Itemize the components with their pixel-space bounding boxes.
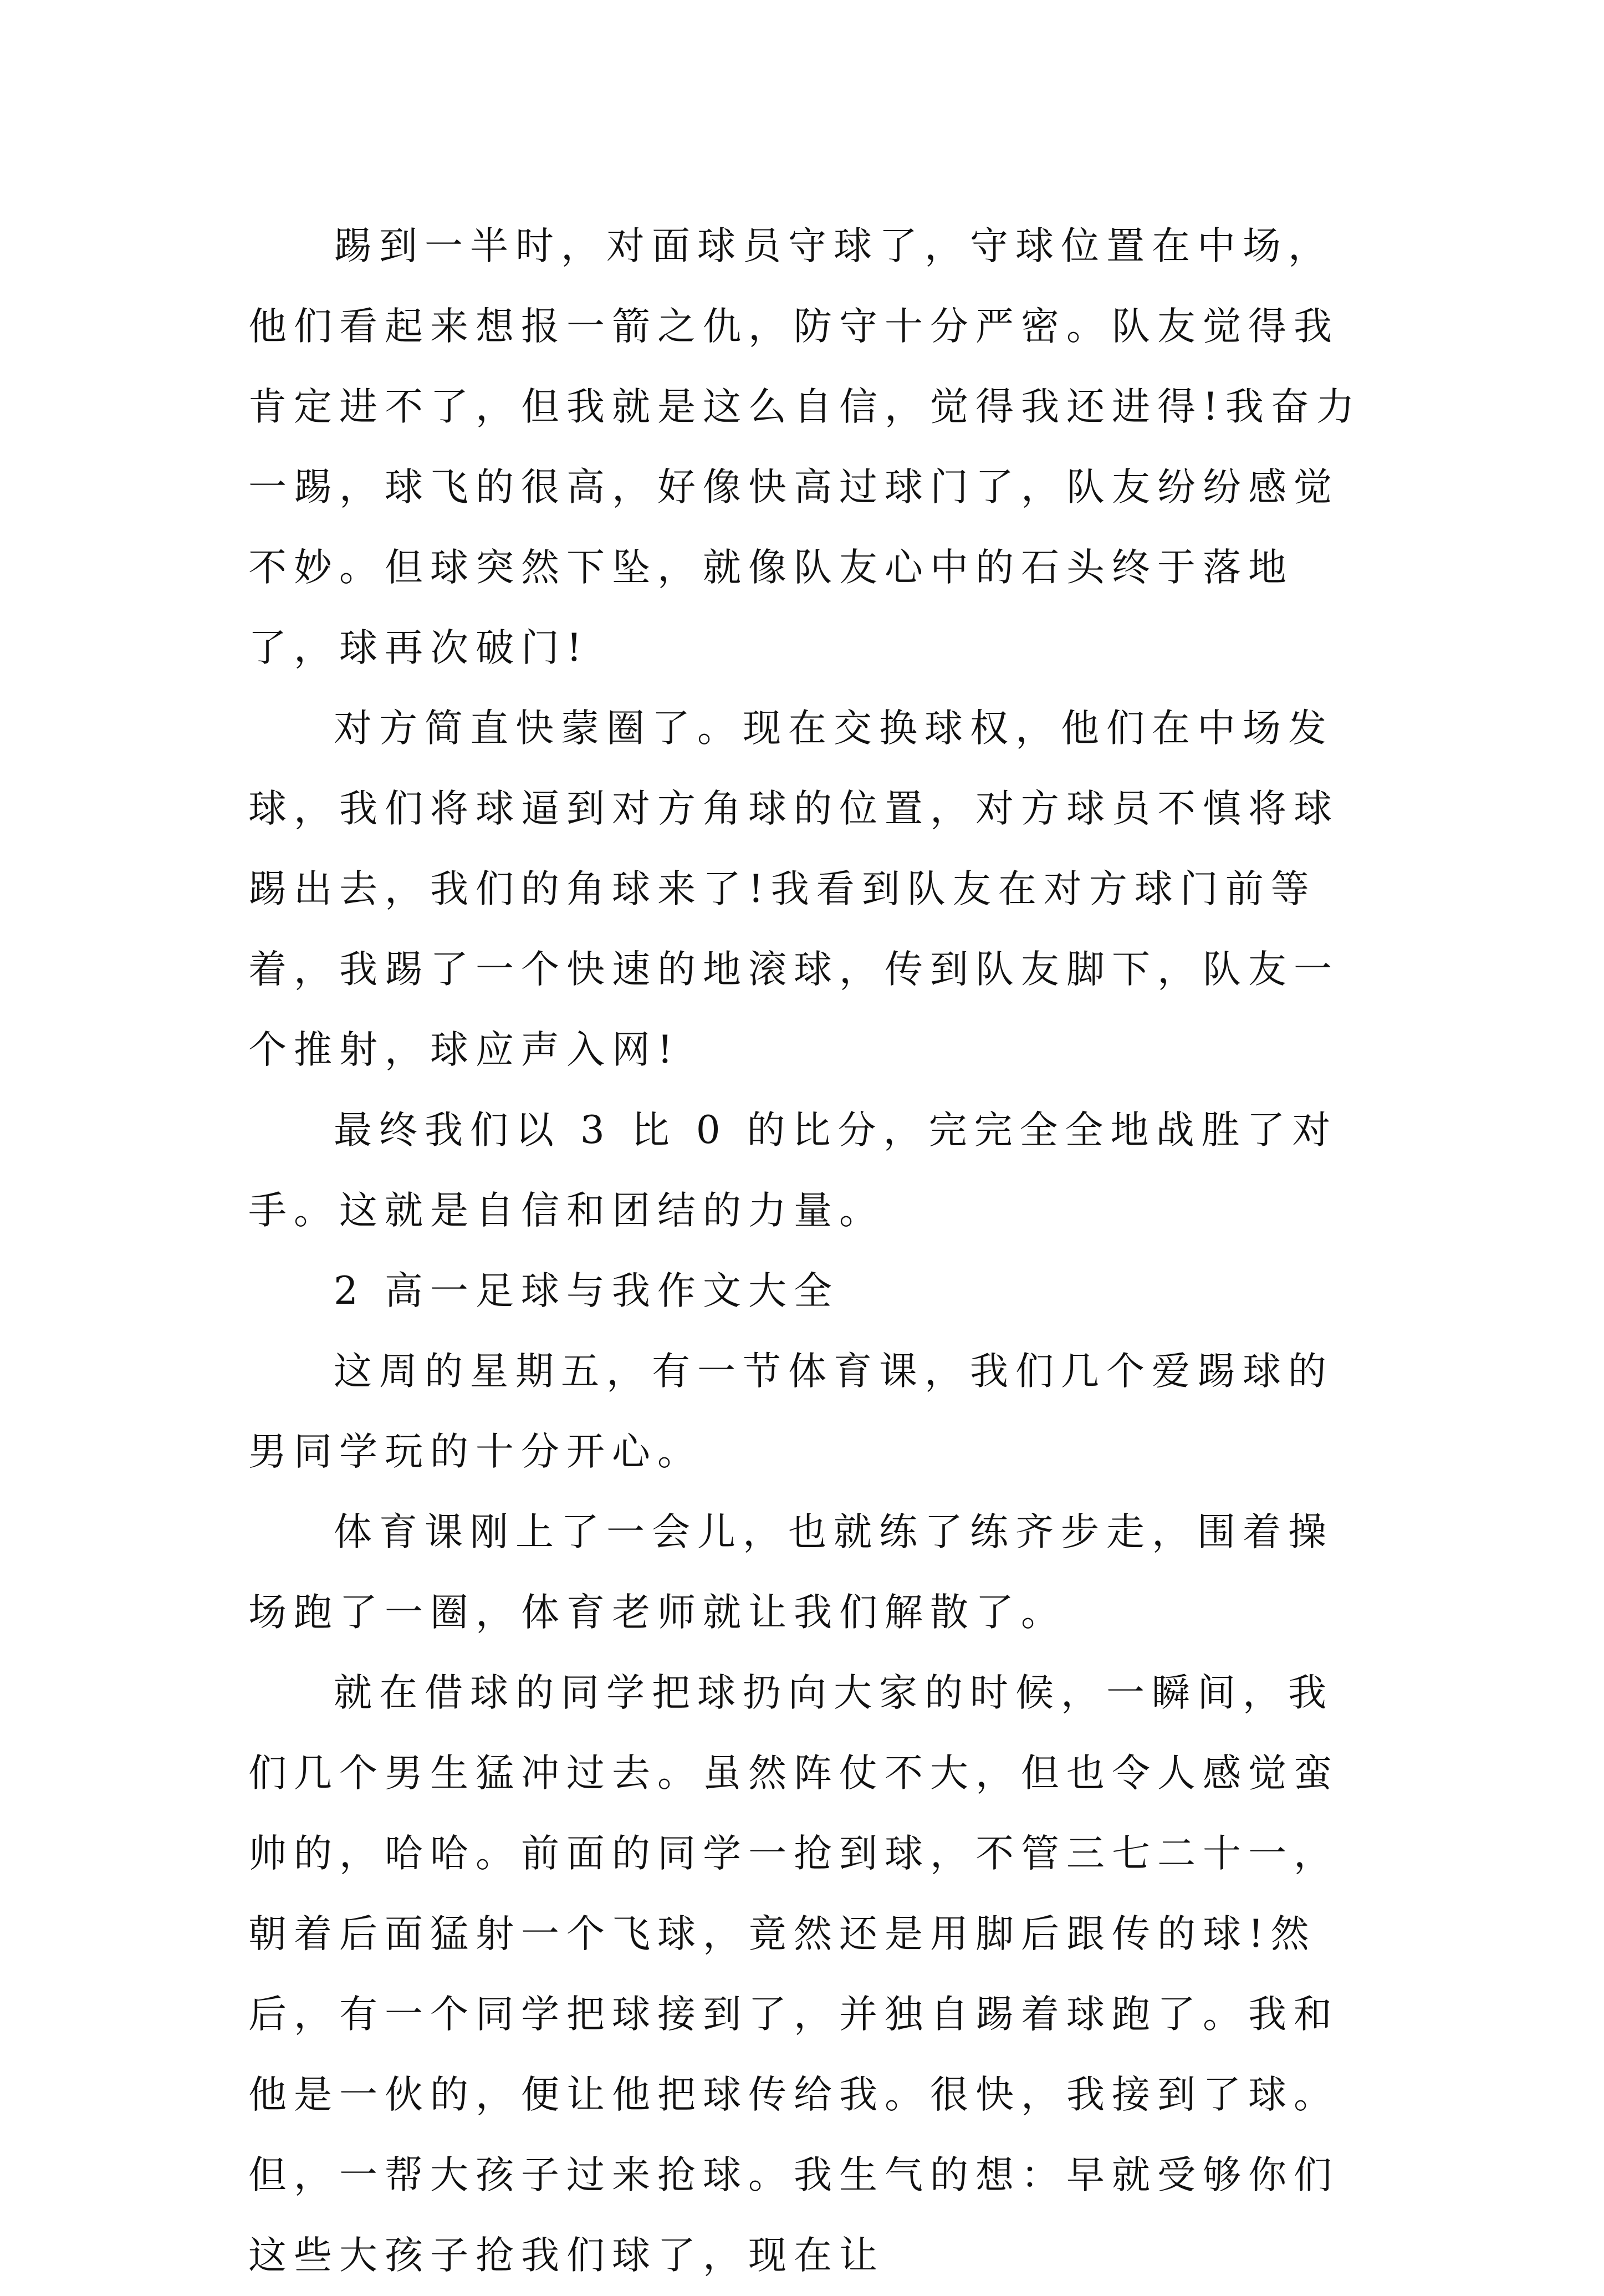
paragraph-5: 体育课刚上了一会儿，也就练了练齐步走，围着操场跑了一圈，体育老师就让我们解散了。 <box>248 1510 1334 1635</box>
paragraph-2: 对方简直快蒙圈了。现在交换球权，他们在中场发球，我们将球逼到对方角球的位置，对方球员不慎将球踢出去，我们的角球来了!我看到队友在对方球门前等着，我踢了一个快速的地滚球，传到队友脚下，队友一个推射，球应声入网! <box>248 706 1339 1072</box>
paragraph-6: 就在借球的同学把球扔向大家的时候，一瞬间，我们几个男生猛冲过去。虽然阵仗不大，但也令人感觉蛮帅的，哈哈。前面的同学一抢到球，不管三七二十一，朝着后面猛射一个飞球，竟然还是用脚后跟传的球!然后，有一个同学把球接到了，并独自踢着球跑了。我和他是一伙的，便让他把球传给我。很快，我接到了球。但，一帮大孩子过来抢球。我生气的想：早就受够你们这些大孩子抢我们球了，现在让 <box>248 1671 1339 2278</box>
paragraph-4: 这周的星期五，有一节体育课，我们几个爱踢球的男同学玩的十分开心。 <box>248 1349 1334 1474</box>
paragraph-3: 最终我们以 3 比 0 的比分，完完全全地战胜了对手。这就是自信和团结的力量。 <box>248 1108 1338 1233</box>
document-body <box>248 206 1373 2296</box>
section-heading: 2 高一足球与我作文大全 <box>334 1269 839 1313</box>
paragraph-1: 踢到一半时，对面球员守球了，守球位置在中场，他们看起来想报一箭之仇，防守十分严密。队友觉得我肯定进不了，但我就是这么自信，觉得我还进得!我奋力一踢，球飞的很高，好像快高过球门了，队友纷纷感觉不妙。但球突然下坠，就像队友心中的石头终于落地了，球再次破门! <box>248 224 1362 670</box>
